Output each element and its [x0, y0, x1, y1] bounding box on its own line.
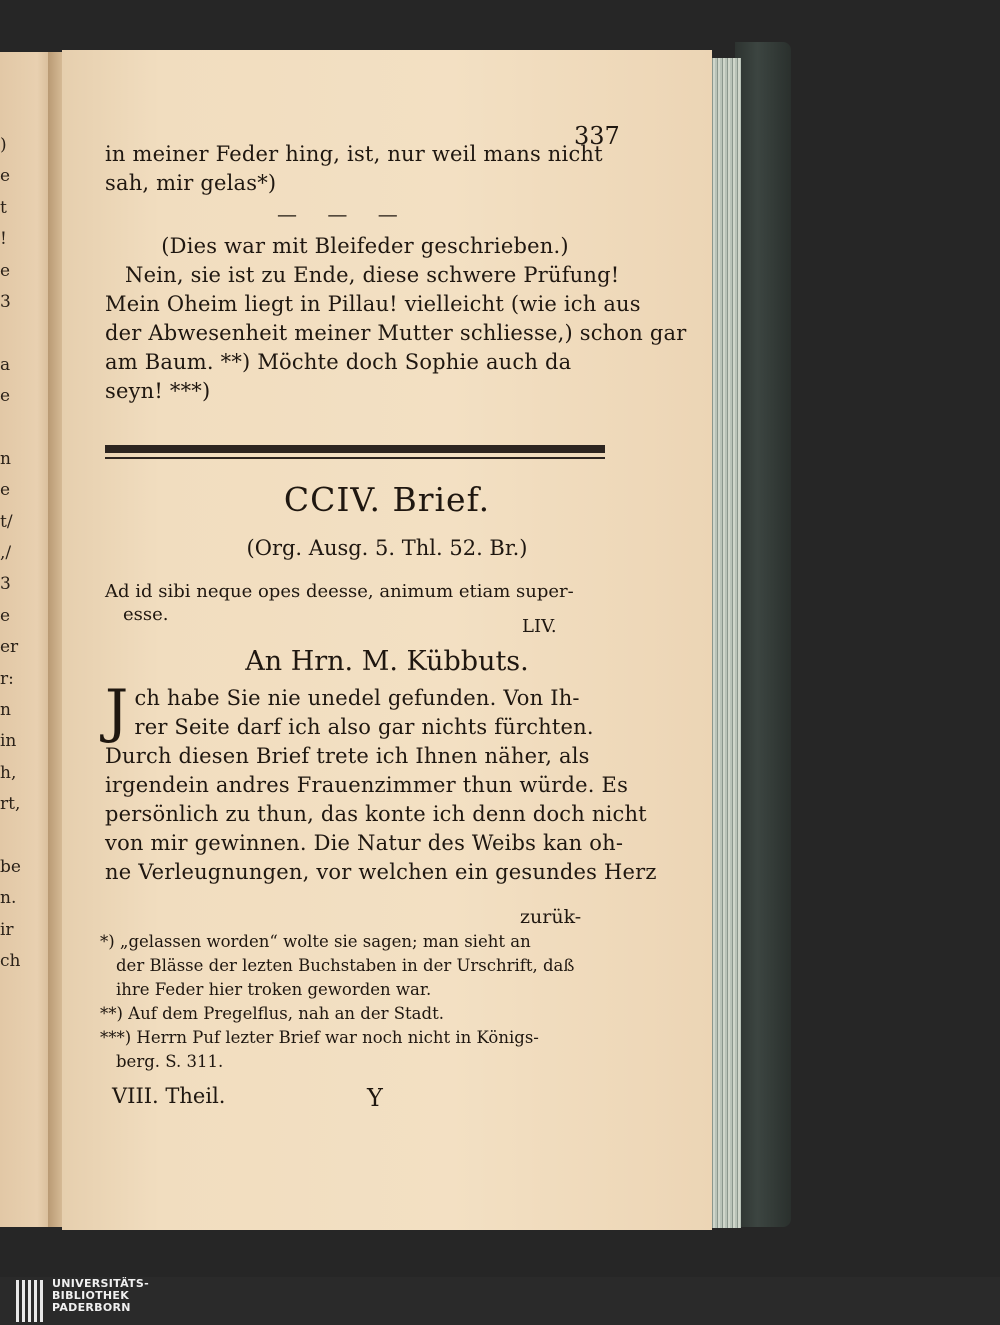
text-line: von mir gewinnen. Die Natur des Weibs kan oh- [105, 831, 624, 855]
text-line: persönlich zu thun, das konte ich denn doch nicht [105, 802, 647, 826]
institution-line: UNIVERSITÄTS- [52, 1277, 149, 1290]
institution-name [52, 1278, 149, 1314]
institution-line: BIBLIOTHEK [52, 1289, 130, 1302]
text-line: rer Seite darf ich also gar nichts fürchten. [134, 715, 594, 739]
top-text [105, 140, 605, 198]
margin-fragment: 3 [0, 291, 11, 312]
margin-fragment: r: [0, 668, 14, 689]
margin-fragment: er [0, 637, 19, 658]
library-footer-bar [0, 1277, 1000, 1325]
margin-fragment: ir [0, 919, 14, 940]
text-line: irgendein andres Frauenzimmer thun würde. Es [105, 773, 629, 797]
footnote-line: ihre Feder hier troken geworden war. [116, 980, 432, 999]
footnote-line: berg. S. 311. [116, 1052, 224, 1071]
library-logo-icon [14, 1280, 56, 1322]
text-line: der Abwesenheit meiner Mutter schliesse,) schon gar [105, 321, 687, 345]
page-number: 337 [574, 122, 620, 150]
footnote-line: *) „gelassen worden“ wolte sie sagen; man sieht an [100, 932, 531, 951]
margin-fragment: h, [0, 762, 17, 783]
text-line: Nein, sie ist zu Ende, diese schwere Prüfung! [125, 263, 620, 287]
pencil-note-block [105, 232, 687, 406]
margin-fragment: ) [0, 135, 7, 155]
footnotes [100, 930, 610, 1074]
margin-fragment [0, 413, 20, 444]
text-line: ch habe Sie nie unedel gefunden. Von Ih- [134, 686, 580, 710]
text-line: in meiner Feder hing, ist, nur weil mans nicht [105, 142, 603, 166]
footnote-line: **) Auf dem Pregelflus, nah an der Stadt. [100, 1004, 444, 1023]
margin-fragment: be [0, 856, 21, 877]
margin-fragment: e [0, 386, 11, 407]
drop-cap: J [105, 677, 129, 745]
margin-fragment: t/ [0, 511, 13, 532]
margin-fragment: in [0, 731, 17, 752]
motto-source: LIV. [522, 616, 557, 637]
margin-fragment: ch [0, 951, 21, 972]
text-line: sah, mir gelas*) [105, 171, 277, 195]
footnote-line: der Blässe der lezten Buchstaben in der Urschrift, daß [116, 956, 575, 975]
section-rule-thin [105, 457, 605, 459]
catchword: zurük- [520, 906, 582, 928]
pencil-note: (Dies war mit Bleifeder geschrieben.) [161, 234, 569, 258]
original-edition-reference: (Org. Ausg. 5. Thl. 52. Br.) [246, 536, 528, 560]
institution-line: PADERBORN [52, 1301, 131, 1314]
margin-fragment: n [0, 700, 11, 721]
margin-fragment [0, 821, 20, 852]
margin-fragment: t [0, 197, 7, 218]
margin-fragment: ,/ [0, 543, 12, 564]
letter-title: CCIV. Brief. [283, 480, 491, 519]
section-rule [105, 445, 605, 453]
margin-fragment: e [0, 260, 11, 281]
volume-signature: VIII. Theil. [112, 1084, 226, 1108]
letter-body [105, 677, 657, 887]
dash-separator: — — — [277, 202, 398, 226]
text-line: Mein Oheim liegt in Pillau! vielleicht (wie ich aus [105, 292, 641, 316]
motto-line: esse. [123, 604, 169, 625]
book-cover [735, 42, 791, 1227]
margin-fragment: n. [0, 888, 17, 909]
gathering-mark: Y [367, 1084, 383, 1112]
margin-fragment: e [0, 605, 11, 626]
left-page-margin-fragments [0, 130, 20, 978]
margin-fragment: ! [0, 229, 7, 250]
text-line: seyn! ***) [105, 379, 211, 403]
margin-fragment: e [0, 480, 11, 501]
text-line: ne Verleugnungen, vor welchen ein gesundes Herz [105, 860, 657, 884]
text-line: Durch diesen Brief trete ich Ihnen näher, als [105, 744, 590, 768]
margin-fragment: n [0, 448, 11, 469]
margin-fragment [0, 318, 20, 349]
margin-fragment: e [0, 166, 11, 187]
motto-line: Ad id sibi neque opes deesse, animum etiam super- [105, 581, 574, 602]
footnote-line: ***) Herrn Puf lezter Brief war noch nicht in Königs- [100, 1028, 539, 1047]
letter-address: An Hrn. M. Kübbuts. [245, 646, 529, 677]
margin-fragment: rt, [0, 794, 21, 815]
text-line: am Baum. **) Möchte doch Sophie auch da [105, 350, 572, 374]
right-page [62, 50, 712, 1230]
margin-fragment: 3 [0, 574, 11, 595]
margin-fragment: a [0, 354, 11, 375]
